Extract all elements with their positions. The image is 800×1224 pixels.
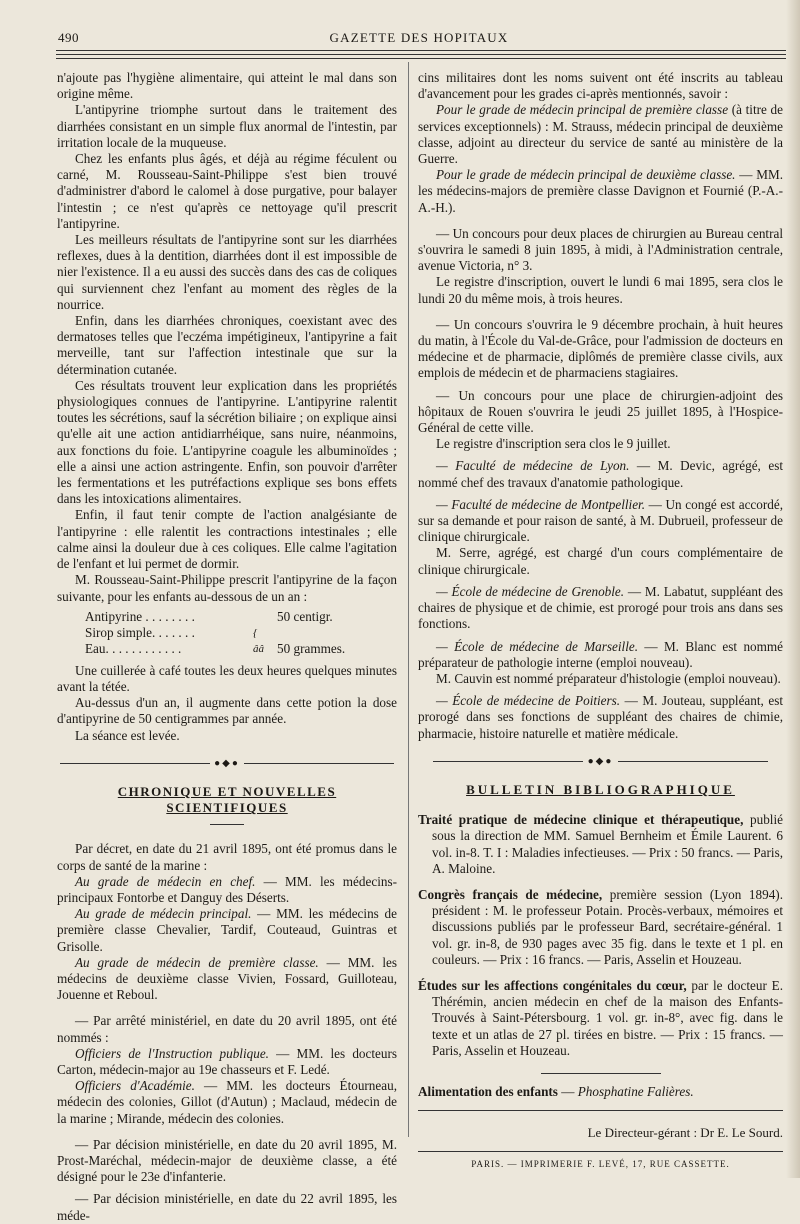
paragraph: Ces résultats trouvent leur explication dans les propriétés physiologiques connues de l'antipyrine. L'antipyrine ralentit toutes les sécrétions, sauf la sécrétion biliaire ; on explique ainsi qu'elle ait une action antidiarrhéique, sans nuire, néanmoins, aux fonctions du foie. L'antipyrine coagule les albuminoïdes ; elle a ainsi une action astringente. Enfin, son pouvoir d'arrêter les fermentations et les putréfactions explique ses bons effets dans les intoxications alimentaires.: [57, 377, 397, 507]
paragraph: Au grade de médecin en chef. — MM. les médecins-principaux Fontorbe et Danguy des Déserts.: [57, 873, 397, 905]
paragraph: — Par arrêté ministériel, en date du 20 avril 1895, ont été nommés :: [57, 1013, 397, 1045]
paragraph: Au grade de médecin principal. — MM. les médecins de première classe Chevalier, Tardif, Couteaud, Guintras et Grisolle.: [57, 906, 397, 954]
paragraph: — École de médecine de Poitiers. — M. Jouteau, suppléant, est prorogé dans ses fonctions de suppléant des chaires de chimie, pharmacie, histoire naturelle et matière médicale.: [418, 693, 784, 741]
editor-signature: Le Directeur-gérant : Dr E. Le Sourd.: [587, 1125, 783, 1141]
formula-ingredient: Antipyrine . . . . . . . .: [85, 608, 195, 624]
left-column: [57, 70, 397, 1224]
advertisement: Alimentation des enfants — Phosphatine Falières.: [418, 1083, 694, 1099]
paragraph: Les meilleurs résultats de l'antipyrine sont sur les diarrhées reflexes, dues à la dentition, diarrhées dont il est impossible de nier l'existence. Il a eu aussi des succès dans des cas de coliques qui surviennent chez l'enfant au moment des règles de la nourrice.: [57, 232, 397, 312]
section-title: CHRONIQUE ET NOUVELLES SCIENTIFIQUES: [117, 783, 337, 816]
paragraph: Le registre d'inscription, ouvert le lundi 6 mai 1895, sera clos le lundi 20 du même mois, à trois heures.: [418, 274, 783, 306]
paragraph: — Par décision ministérielle, en date du 20 avril 1895, M. Prost-Maréchal, médecin-major de deuxième classe, a été désigné pour le 23e d'infanterie.: [57, 1136, 397, 1185]
bibliography-list: [418, 812, 783, 1100]
signature-rule: [418, 1110, 783, 1111]
paragraph: — Un concours s'ouvrira le 9 décembre prochain, à huit heures du matin, à l'École du Val-de-Grâce, pour l'admission de docteurs en médecine et de pharmacie, diplômés de première classe civils, aux emplois de médecin et de pharmaciens stagiaires.: [418, 316, 783, 381]
paragraph: — École de médecine de Grenoble. — M. Labatut, suppléant des chaires de physique et de chimie, est prorogé pour trois ans dans ses fonctions.: [418, 583, 784, 632]
book-title: Études sur les affections congénitales du cœur,: [418, 977, 687, 993]
paragraph: — Un concours pour une place de chirurgien-adjoint des hôpitaux de Rouen s'ouvrira le jeudi 25 juillet 1895, à l'Hospice-Général de cette ville.: [418, 387, 783, 436]
bibliography-entry: Congrès français de médecine, première session (Lyon 1894). président : M. le professeur Potain. Procès-verbaux, mémoires et discussions publiés par le professeur Bard, secrétaire-général. 1 vol. gr. in-8, de 930 pages avec 35 fig. dans le texte et 1 pl. en couleurs. — Prix : 16 francs. — Paris, Asselin et Houzeau.: [418, 886, 783, 967]
column-divider: [408, 62, 409, 1137]
italic-lead: Au grade de médecin en chef.: [75, 873, 256, 889]
italic-lead: — Faculté de médecine de Lyon.: [436, 458, 630, 474]
italic-lead: Officiers de l'Instruction publique.: [75, 1045, 269, 1061]
printer-imprint: PARIS. — IMPRIMERIE F. LEVÉ, 17, RUE CASSETTE.: [471, 1159, 730, 1170]
book-title: Congrès français de médecine,: [418, 886, 603, 902]
paragraph: Par décret, en date du 21 avril 1895, ont été promus dans le corps de santé de la marine :: [57, 841, 397, 873]
paragraph: Pour le grade de médecin principal de première classe (à titre de services exceptionnels) : M. Strauss, médecin principal de deuxième classe, adjoint au directeur du service de santé au ministère de la Guerre.: [418, 102, 783, 167]
paragraph: M. Cauvin est nommé préparateur d'histologie (emploi nouveau).: [436, 670, 781, 686]
paragraph: — École de médecine de Marseille. — M. Blanc est nommé préparateur de pathologie interne (emploi nouveau).: [418, 638, 783, 670]
formula-quantity: 50 centigr.: [277, 608, 333, 624]
italic-lead: — École de médecine de Grenoble.: [436, 583, 625, 599]
paragraph: M. Serre, agrégé, est chargé d'un cours complémentaire de clinique chirurgicale.: [418, 545, 783, 577]
paragraph: Officiers d'Académie. — MM. les docteurs Étourneau, médecin des colonies, Gillot (d'Autun) ; Maclaud, médecin de la marine ; Mirande, médecin des colonies.: [57, 1078, 397, 1126]
paragraph: Au-dessus d'un an, il augmente dans cette potion la dose d'antipyrine de 50 centigrammes par année.: [57, 695, 397, 727]
italic-lead: Au grade de médecin principal.: [75, 906, 252, 922]
page-edge: [786, 0, 800, 1178]
paragraph: — Faculté de médecine de Montpellier. — Un congé est accordé, sur sa demande et pour raison de santé, à M. Dubrueil, professeur de clinique chirurgicale.: [418, 496, 784, 545]
paragraph: Enfin, il faut tenir compte de l'action analgésiante de l'antipyrine : elle ralentit les contractions intestinales ; elle calme ainsi la douleur due à ces coliques. Elle calme l'agitation de l'enfant et lui permet de dormir.: [57, 507, 397, 572]
paragraph: Au grade de médecin de première classe. — MM. les médecins de deuxième classe Vivien, Fossard, Guilloteau, Jouenne et Reboul.: [57, 954, 397, 1003]
paragraph: — Par décision ministérielle, en date du 22 avril 1895, les méde-: [57, 1191, 397, 1223]
header-rule: [56, 58, 786, 59]
paragraph: cins militaires dont les noms suivent ont été inscrits au tableau d'avancement pour les grades ci-après mentionnés, savoir :: [418, 70, 783, 102]
paragraph: Chez les enfants plus âgés, et déjà au régime féculent ou carné, M. Rousseau-Saint-Philippe s'est bien trouvé d'administrer d'abord le calomel à dose purgative, pour balayer l'intestin ; ce n'est qu'après ce nettoyage qu'il prescrit l'antipyrine.: [57, 151, 397, 231]
prescription-formula: Antipyrine . . . . . . . . 50 centigr. Sirop simple. . . . . . . { Eau. . . . . . . . . . . . ââ 50 grammes.: [85, 608, 346, 656]
paragraph: Officiers de l'Instruction publique. — MM. les docteurs Carton, médecin-major au 19e chasseurs et F. Ledé.: [57, 1045, 398, 1077]
paragraph: L'antipyrine triomphe surtout dans le traitement des diarrhées consistant en un simple flux anormal de l'intestin, par irritation locale de la muqueuse.: [57, 102, 397, 150]
paragraph: Pour le grade de médecin principal de deuxième classe. — MM. les médecins-majors de première classe Davignon et Fournié (P.-A.-A.-H.).: [418, 167, 784, 215]
paragraph: La séance est levée.: [75, 727, 180, 743]
short-rule: [210, 824, 244, 825]
italic-lead: — Faculté de médecine de Montpellier.: [436, 496, 646, 512]
paragraph: Enfin, dans les diarrhées chroniques, coexistant avec des dermatoses telles que l'eczéma impétigineux, l'antipyrine a fait merveille, tant sur l'affection intestinale que sur la détermination cutanée.: [57, 313, 397, 377]
formula-ingredient: Sirop simple. . . . . . .: [85, 624, 195, 640]
page-number: 490: [58, 30, 79, 45]
bibliography-entry: Traité pratique de médecine clinique et thérapeutique, publié sous la direction de MM. Samuel Bernheim et Émile Laurent. 6 vol. in-8. T. I : Maladies infectieuses. — Prix : 50 francs. — Paris, A. Maloine.: [418, 812, 783, 876]
italic-lead: Pour le grade de médecin principal de première classe: [436, 102, 729, 118]
italic-lead: Pour le grade de médecin principal de deuxième classe.: [436, 167, 736, 183]
italic-lead: Au grade de médecin de première classe.: [75, 954, 319, 970]
formula-brace-note: ââ: [253, 642, 264, 655]
book-title: Traité pratique de médecine clinique et thérapeutique,: [418, 812, 744, 828]
section-ornament: ●◆●: [57, 756, 397, 772]
italic-lead: — École de médecine de Marseille.: [436, 638, 639, 654]
paragraph: Une cuillerée à café toutes les deux heures quelques minutes avant la tétée.: [57, 662, 397, 694]
paragraph: M. Rousseau-Saint-Philippe prescrit l'antipyrine de la façon suivante, pour les enfants au-dessous de un an :: [57, 572, 397, 604]
short-rule: [541, 1073, 661, 1074]
right-column: [418, 70, 783, 1173]
paragraph: n'ajoute pas l'hygiène alimentaire, qui atteint le mal dans son origine même.: [57, 70, 397, 102]
signature-rule: [418, 1151, 783, 1152]
section-title: BULLETIN BIBLIOGRAPHIQUE: [466, 781, 735, 797]
paragraph: — Faculté de médecine de Lyon. — M. Devic, agrégé, est nommé chef des travaux d'anatomie pathologique.: [418, 458, 783, 490]
running-title: GAZETTE DES HOPITAUX: [329, 30, 509, 45]
page-header: [56, 30, 782, 50]
header-rule: [56, 50, 786, 51]
section-ornament: ●◆●: [418, 754, 783, 770]
header-rule: [56, 54, 786, 55]
formula-ingredient: Eau. . . . . . . . . . . .: [85, 640, 182, 656]
italic-lead: — École de médecine de Poitiers.: [436, 693, 621, 709]
paragraph: Le registre d'inscription sera clos le 9 juillet.: [436, 436, 671, 452]
paragraph: — Un concours pour deux places de chirurgien au Bureau central s'ouvrira le samedi 8 juin 1895, à midi, à l'Administration centrale, avenue Victoria, n° 3.: [418, 225, 783, 274]
bibliography-entry: Études sur les affections congénitales du cœur, par le docteur E. Thérémin, ancien médecin en chef de la maison des Enfants-Trouvés à Saint-Pétersbourg. 1 vol. gr. in-8°, avec fig. dans le texte et un atlas de 27 pl. tirées en bistre. — Prix : 15 francs. — Paris, Asselin et Houzeau.: [418, 977, 783, 1058]
formula-quantity: 50 grammes.: [277, 640, 346, 656]
italic-lead: Officiers d'Académie.: [75, 1078, 195, 1094]
